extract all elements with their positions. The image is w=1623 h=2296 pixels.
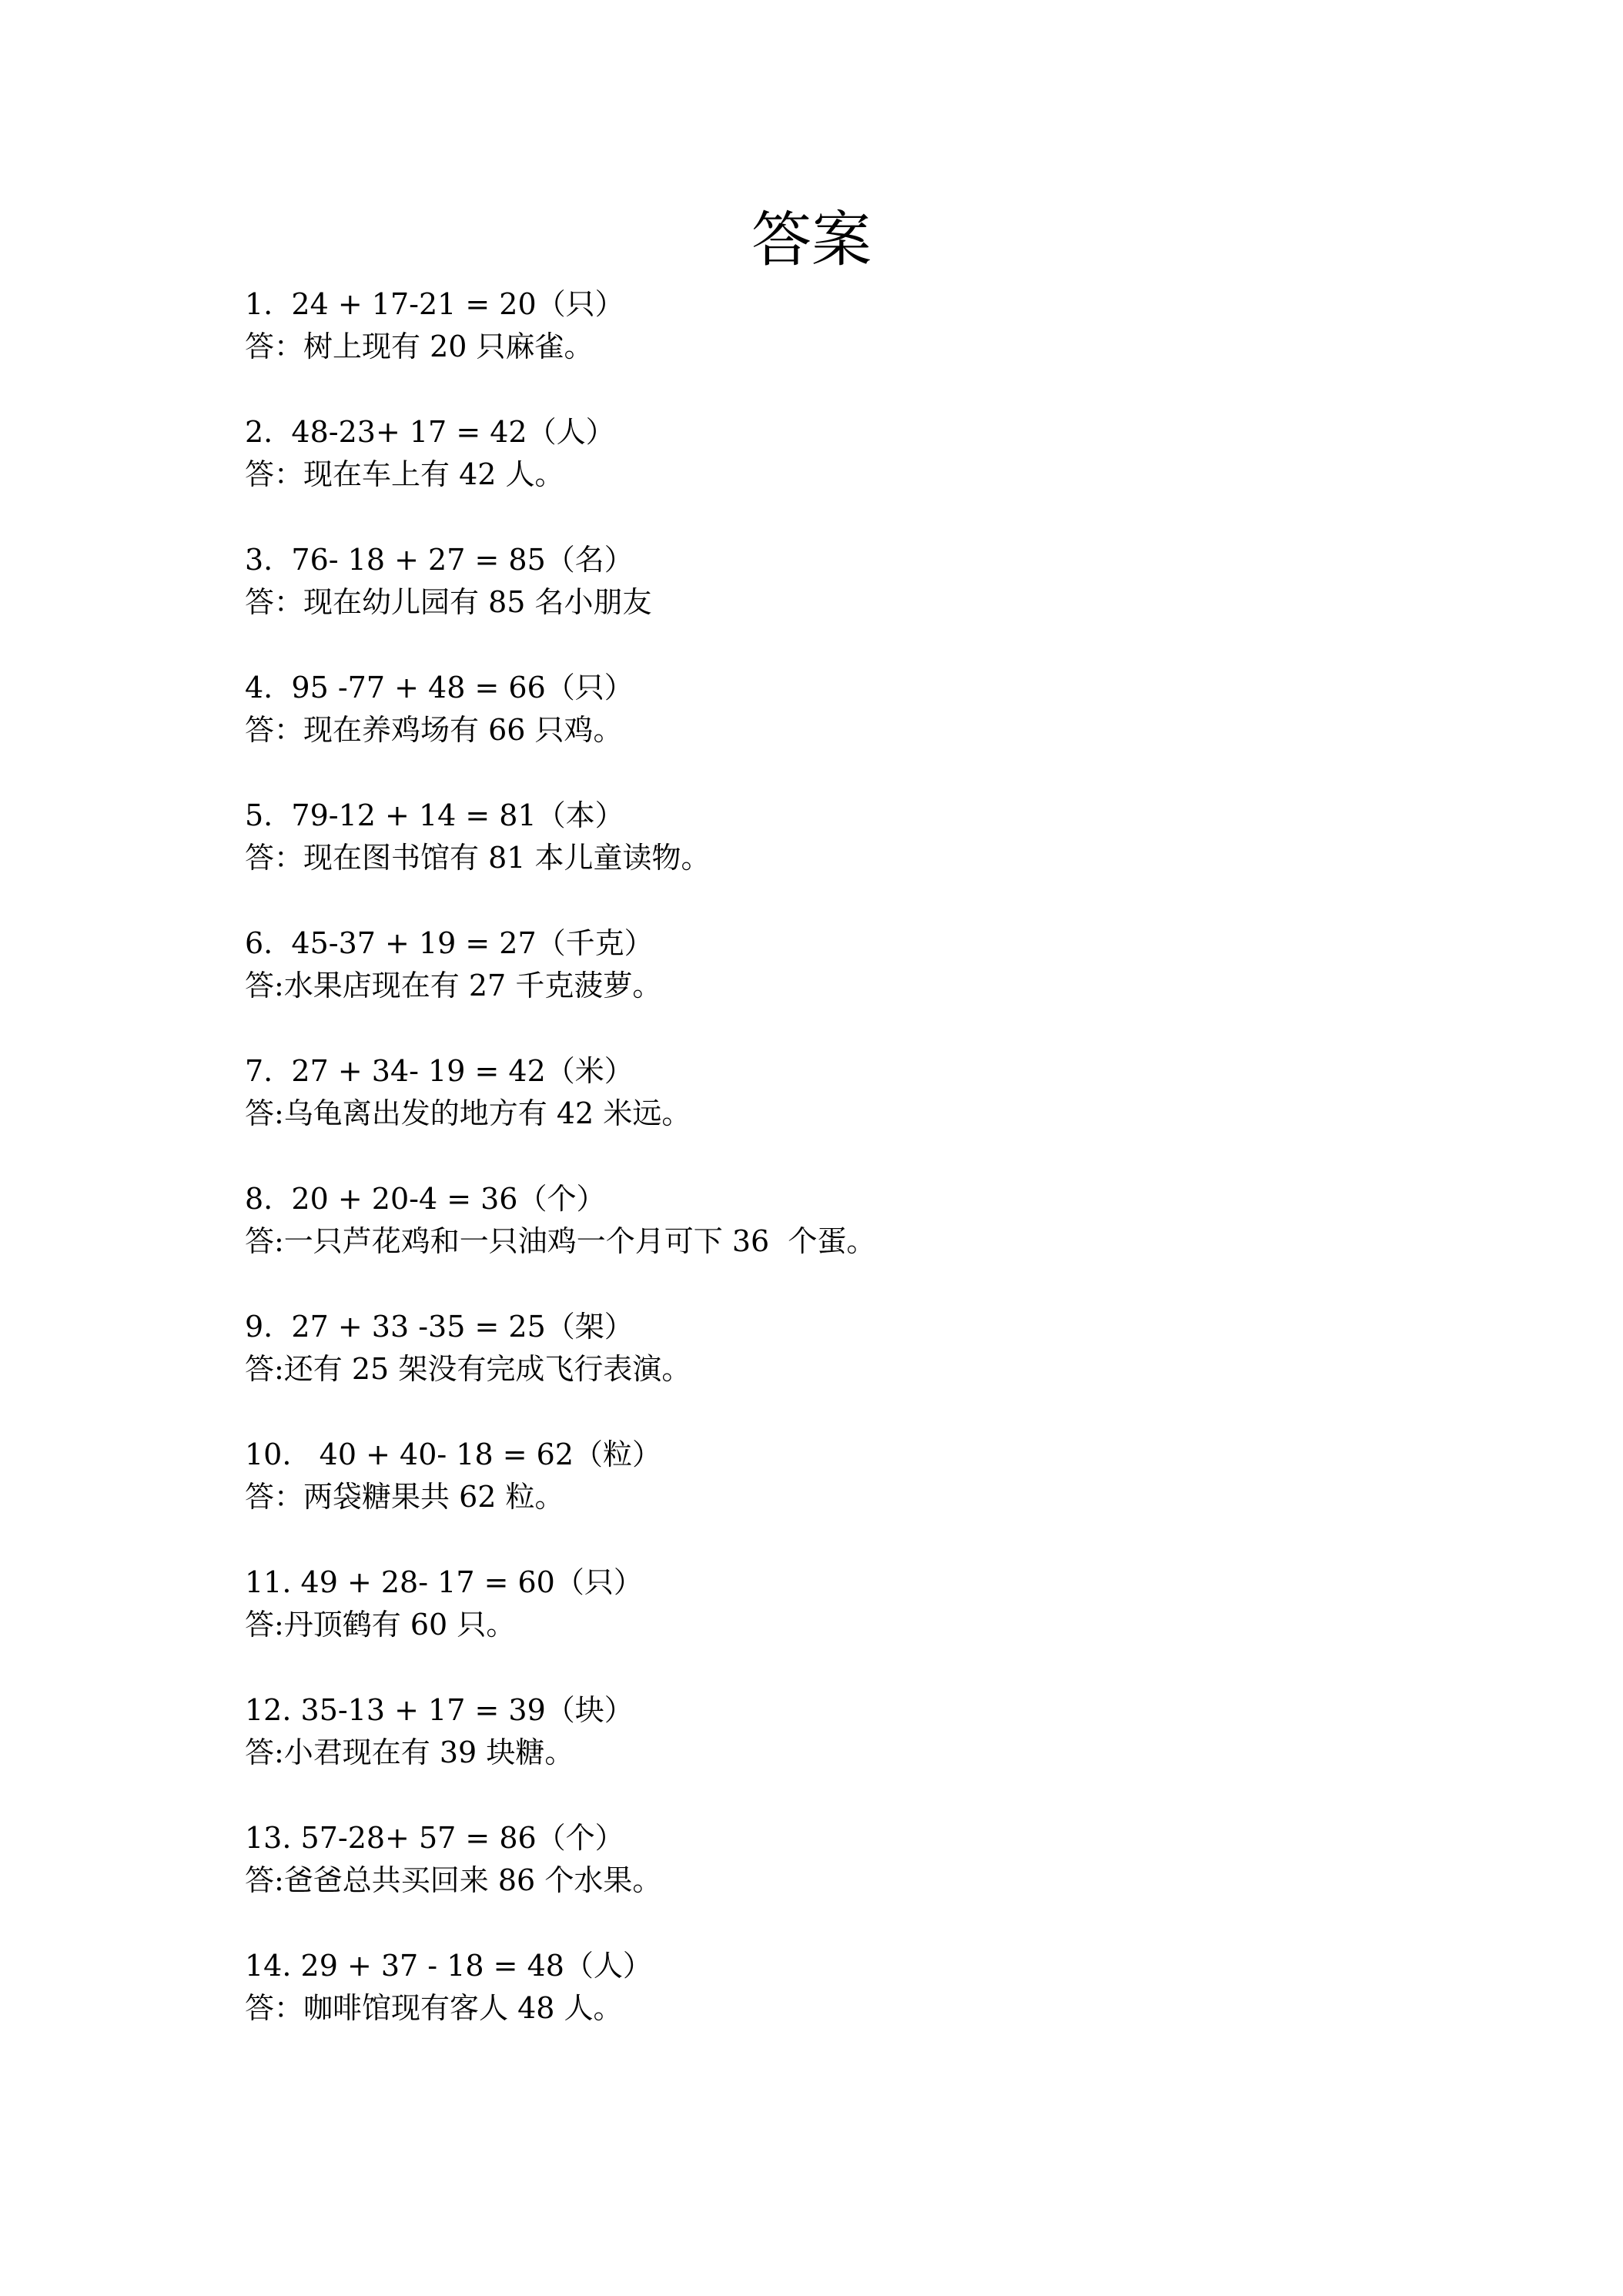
answer-text: 答：两袋糖果共 62 粒。 [245,1480,564,1514]
equation-text: 2. 48-23+ 17 = 42（人） [245,415,615,449]
list-item [245,411,1400,539]
list-item [245,1050,1400,1178]
list-item [245,1945,1400,2073]
answer-text: 答：现在养鸡场有 66 只鸡。 [245,713,623,747]
answer-text: 答:小君现在有 39 块糖。 [245,1735,574,1769]
equation-text: 3. 76- 18 + 27 = 85（名） [245,543,634,577]
equation-text: 10. 40 + 40- 18 = 62（粒） [245,1438,661,1471]
answer-text: 答：现在图书馆有 81 本儿童读物。 [245,841,711,875]
equation-text: 1. 24 + 17-21 = 20（只） [245,287,624,321]
answer-text: 答:丹顶鹤有 60 只。 [245,1608,516,1642]
list-item [245,1306,1400,1434]
answer-text: 答:乌龟离出发的地方有 42 米远。 [245,1096,691,1130]
list-item [245,922,1400,1050]
page-title: 答案 [751,206,872,275]
answer-text: 答：树上现有 20 只麻雀。 [245,330,594,363]
list-item [245,1817,1400,1945]
answer-text: 答:还有 25 架没有完成飞行表演。 [245,1352,691,1386]
equation-text: 6. 45-37 + 19 = 27（千克） [245,926,654,960]
equation-text: 11. 49 + 28- 17 = 60（只） [245,1565,643,1599]
equation-text: 7. 27 + 34- 19 = 42（米） [245,1054,634,1088]
answer-text: 答：现在幼儿园有 85 名小朋友 [245,585,652,619]
equation-text: 14. 29 + 37 - 18 = 48（人） [245,1949,652,1983]
equation-text: 4. 95 -77 + 48 = 66（只） [245,671,634,705]
list-item [245,1689,1400,1817]
answer-text: 答:水果店现在有 27 千克菠萝。 [245,969,662,1002]
equation-text: 8. 20 + 20-4 = 36（个） [245,1182,606,1216]
equation-text: 5. 79-12 + 14 = 81（本） [245,798,624,832]
equation-text: 12. 35-13 + 17 = 39（块） [245,1693,634,1727]
list-item [245,795,1400,922]
answer-text: 答:爸爸总共买回来 86 个水果。 [245,1863,662,1897]
answer-text: 答：现在车上有 42 人。 [245,457,564,491]
list-item [245,1178,1400,1306]
list-item [245,667,1400,795]
equation-text: 13. 57-28+ 57 = 86（个） [245,1821,624,1855]
equation-text: 9. 27 + 33 -35 = 25（架） [245,1310,634,1344]
list-item [245,539,1400,667]
list-item [245,1561,1400,1689]
answer-list [245,283,1400,2073]
list-item [245,283,1400,411]
answer-text: 答:一只芦花鸡和一只油鸡一个月可下 36 个蛋。 [245,1224,876,1258]
answer-text: 答：咖啡馆现有客人 48 人。 [245,1991,623,2025]
list-item [245,1434,1400,1561]
